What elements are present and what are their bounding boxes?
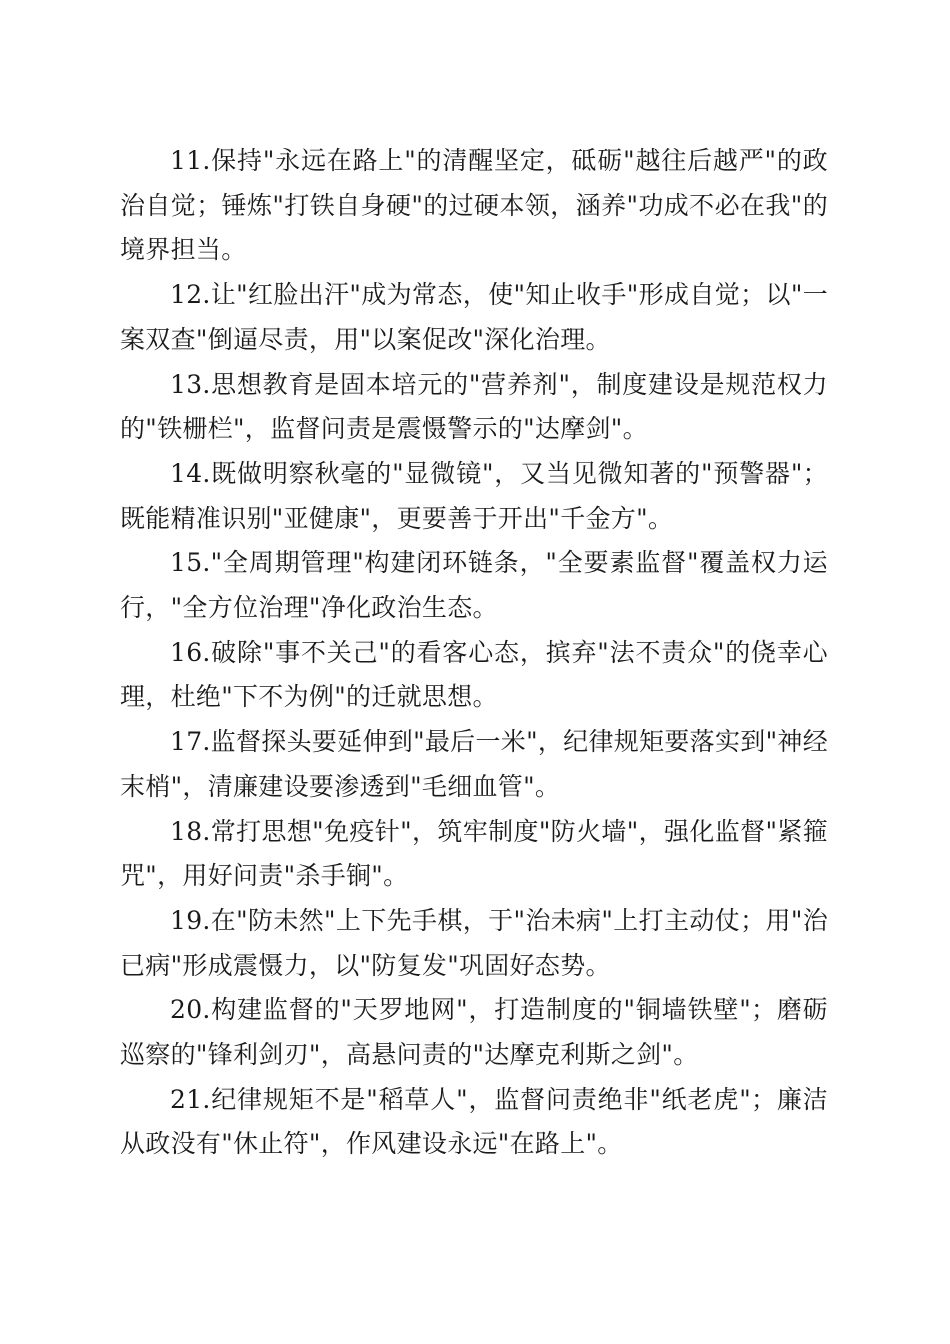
paragraph-14: 14.既做明察秋毫的"显微镜"，又当见微知著的"预警器"；既能精准识别"亚健康"，更要善于开出"千金方"。 <box>120 458 828 533</box>
paragraph-21: 21.纪律规矩不是"稻草人"，监督问责绝非"纸老虎"；廉洁从政没有"休止符"，作风建设永远"在路上"。 <box>120 1084 828 1159</box>
paragraph-15: 15."全周期管理"构建闭环链条，"全要素监督"覆盖权力运行，"全方位治理"净化政治生态。 <box>120 548 828 623</box>
paragraph-13: 13.思想教育是固本培元的"营养剂"，制度建设是规范权力的"铁栅栏"，监督问责是震慑警示的"达摩剑"。 <box>120 369 828 444</box>
paragraph-19: 19.在"防未然"上下先手棋，于"治未病"上打主动仗；用"治已病"形成震慑力，以"防复发"巩固好态势。 <box>120 905 828 980</box>
paragraph-16: 16.破除"事不关己"的看客心态，摈弃"法不责众"的侥幸心理，杜绝"下不为例"的迁就思想。 <box>120 637 828 712</box>
paragraph-17: 17.监督探头要延伸到"最后一米"，纪律规矩要落实到"神经末梢"，清廉建设要渗透到"毛细血管"。 <box>120 727 828 801</box>
paragraph-12: 12.让"红脸出汗"成为常态，使"知止收手"形成自觉；以"一案双查"倒逼尽责，用"以案促改"深化治理。 <box>120 280 828 354</box>
paragraph-11: 11.保持"永远在路上"的清醒坚定，砥砺"越往后越严"的政治自觉；锤炼"打铁自身硬"的过硬本领，涵养"功成不必在我"的境界担当。 <box>120 146 828 265</box>
paragraph-20: 20.构建监督的"天罗地网"，打造制度的"铜墙铁壁"；磨砺巡察的"锋利剑刃"，高悬问责的"达摩克利斯之剑"。 <box>120 995 828 1070</box>
paragraph-18: 18.常打思想"免疫针"，筑牢制度"防火墙"，强化监督"紧箍咒"，用好问责"杀手锏"。 <box>120 816 828 891</box>
document-body <box>120 139 828 1167</box>
